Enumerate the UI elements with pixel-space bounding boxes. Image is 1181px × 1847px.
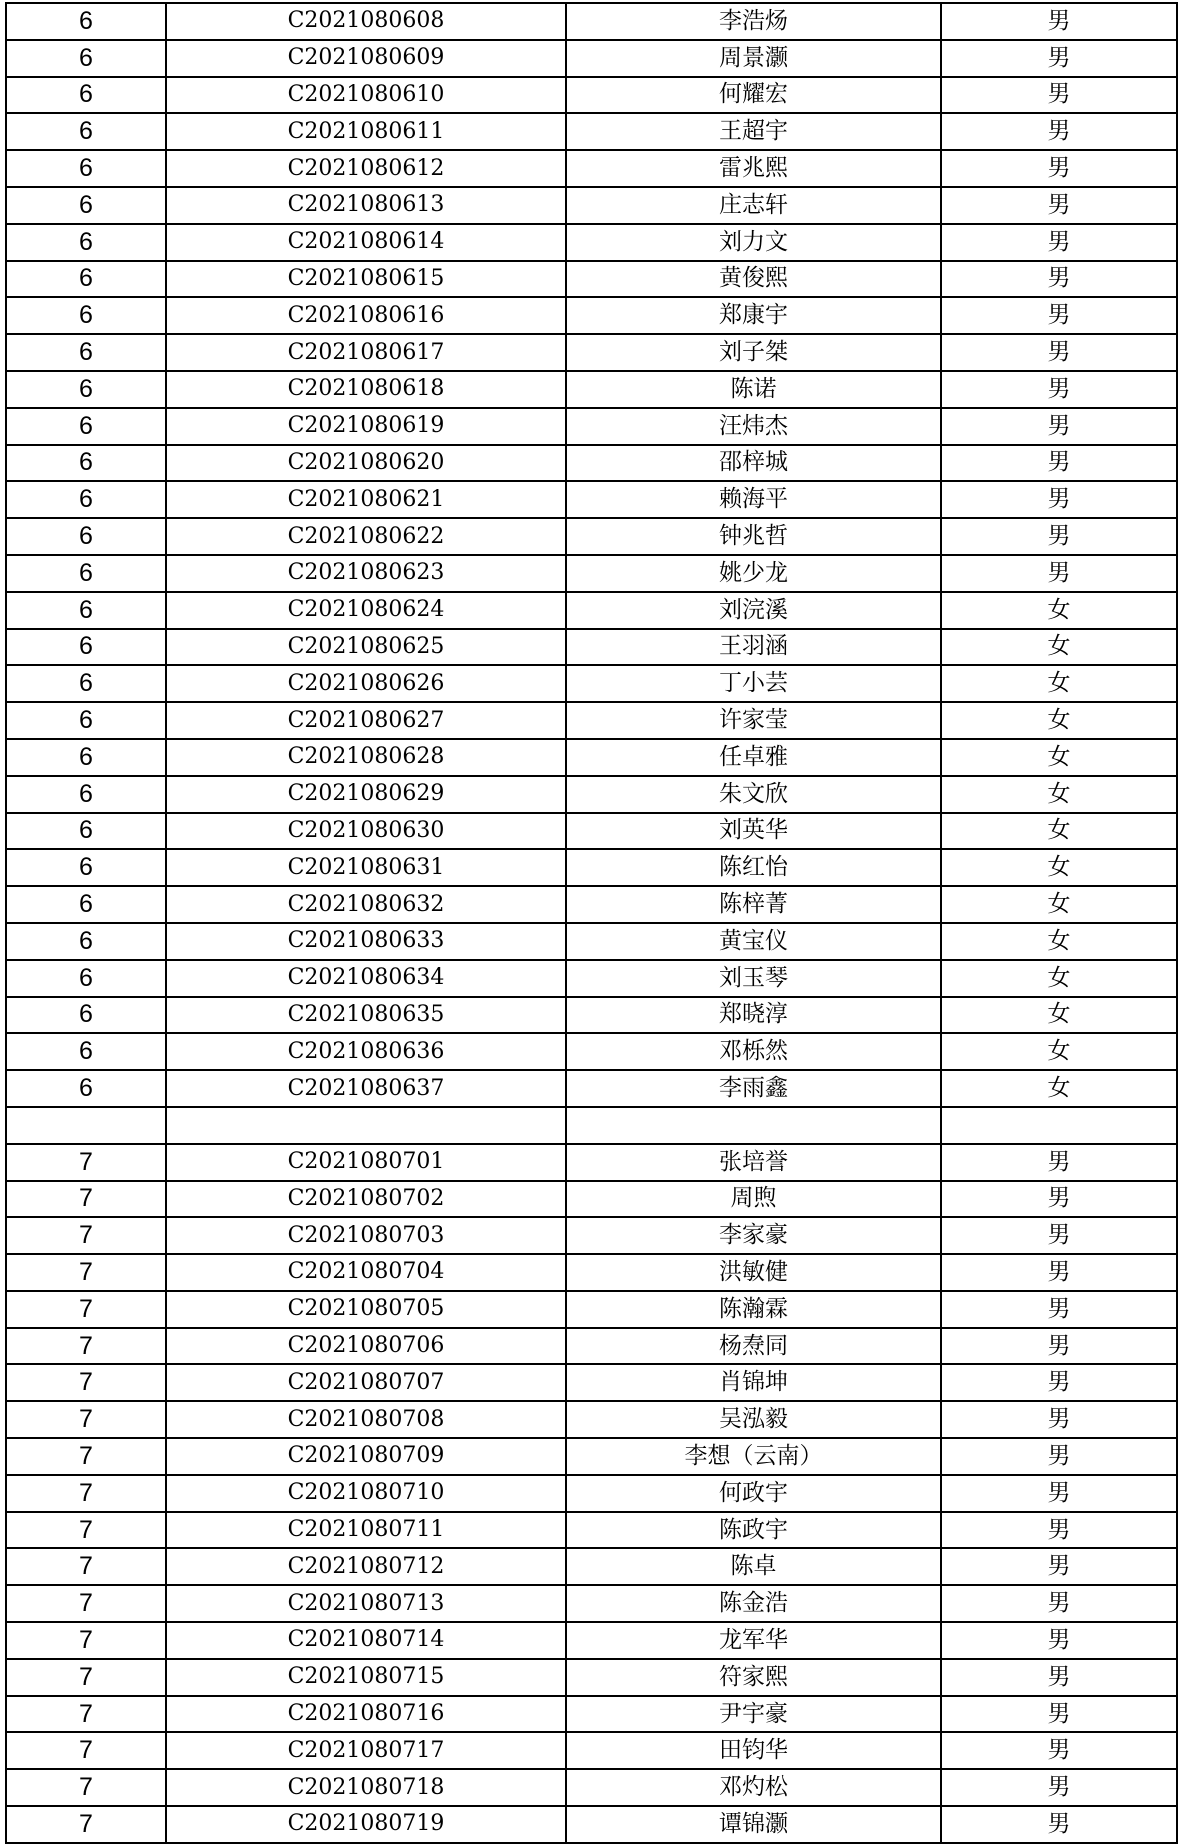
student-name-cell: 何耀宏 [566,77,941,114]
student-name-cell: 汪炜杰 [566,408,941,445]
gender-cell: 男 [941,40,1177,77]
student-id-cell: C2021080634 [166,960,566,997]
student-id-cell: C2021080621 [166,481,566,518]
table-row [6,1732,1177,1769]
student-name-cell: 谭锦灏 [566,1806,941,1843]
student-name-cell: 吴泓毅 [566,1401,941,1438]
student-id-cell: C2021080703 [166,1217,566,1254]
table-row [6,1364,1177,1401]
class-cell: 7 [6,1512,166,1549]
student-id-cell: C2021080628 [166,739,566,776]
student-name-cell: 许家莹 [566,702,941,739]
gender-cell: 男 [941,1622,1177,1659]
gender-cell: 男 [941,187,1177,224]
gender-cell: 男 [941,1585,1177,1622]
class-cell: 6 [6,297,166,334]
student-name-cell: 龙军华 [566,1622,941,1659]
student-name-cell: 田钧华 [566,1732,941,1769]
gender-cell: 男 [941,1181,1177,1218]
table-row [6,371,1177,408]
gender-cell: 女 [941,1033,1177,1070]
gender-cell: 女 [941,1070,1177,1107]
table-row [6,739,1177,776]
student-name-cell: 陈诺 [566,371,941,408]
gender-cell: 男 [941,150,1177,187]
gender-cell: 男 [941,261,1177,298]
student-id-cell: C2021080627 [166,702,566,739]
student-name-cell: 李家豪 [566,1217,941,1254]
table-row [6,923,1177,960]
gender-cell: 男 [941,1217,1177,1254]
gender-cell: 男 [941,297,1177,334]
table-row [6,1401,1177,1438]
student-id-cell: C2021080622 [166,518,566,555]
student-name-cell: 邓栎然 [566,1033,941,1070]
class-cell: 6 [6,886,166,923]
gender-cell: 男 [941,1732,1177,1769]
student-id-cell: C2021080719 [166,1806,566,1843]
gender-cell: 男 [941,1438,1177,1475]
gender-cell: 女 [941,997,1177,1034]
table-row [6,1696,1177,1733]
student-name-cell: 丁小芸 [566,665,941,702]
class-cell: 6 [6,187,166,224]
table-row [6,1217,1177,1254]
student-id-cell: C2021080710 [166,1475,566,1512]
table-row [6,849,1177,886]
table-row [6,1806,1177,1843]
table-row [6,408,1177,445]
class-cell: 7 [6,1585,166,1622]
student-name-cell: 周煦 [566,1181,941,1218]
table-row [6,1769,1177,1806]
student-name-cell: 陈梓菁 [566,886,941,923]
student-id-cell: C2021080636 [166,1033,566,1070]
class-cell: 7 [6,1622,166,1659]
gender-cell: 男 [941,224,1177,261]
table-row [6,445,1177,482]
student-name-cell [566,1107,941,1144]
class-cell: 6 [6,629,166,666]
student-id-cell: C2021080705 [166,1291,566,1328]
class-cell: 6 [6,334,166,371]
table-row [6,224,1177,261]
student-name-cell: 何政宇 [566,1475,941,1512]
table-row [6,702,1177,739]
gender-cell: 男 [941,3,1177,40]
gender-cell: 男 [941,518,1177,555]
student-name-cell: 郑康宇 [566,297,941,334]
gender-cell: 女 [941,886,1177,923]
table-row [6,150,1177,187]
student-id-cell: C2021080618 [166,371,566,408]
class-cell: 6 [6,1070,166,1107]
gender-cell: 女 [941,702,1177,739]
table-row [6,960,1177,997]
student-name-cell: 周景灏 [566,40,941,77]
student-name-cell: 朱文欣 [566,776,941,813]
gender-cell: 男 [941,1806,1177,1843]
gender-cell: 男 [941,1512,1177,1549]
class-cell: 7 [6,1291,166,1328]
student-id-cell: C2021080615 [166,261,566,298]
gender-cell: 男 [941,1769,1177,1806]
student-name-cell: 肖锦坤 [566,1364,941,1401]
student-name-cell: 陈卓 [566,1548,941,1585]
table-row [6,297,1177,334]
student-id-cell: C2021080713 [166,1585,566,1622]
table-row [6,1512,1177,1549]
class-cell [6,1107,166,1144]
student-name-cell: 王羽涵 [566,629,941,666]
student-name-cell: 杨焘同 [566,1328,941,1365]
table-row [6,1144,1177,1181]
gender-cell: 女 [941,849,1177,886]
student-id-cell: C2021080608 [166,3,566,40]
table-row [6,1181,1177,1218]
table-row [6,187,1177,224]
student-name-cell: 李雨鑫 [566,1070,941,1107]
student-name-cell: 刘子桀 [566,334,941,371]
class-cell: 6 [6,665,166,702]
table-row [6,1548,1177,1585]
class-cell: 7 [6,1696,166,1733]
gender-cell: 男 [941,1696,1177,1733]
student-name-cell: 陈红怡 [566,849,941,886]
table-row [6,40,1177,77]
class-cell: 6 [6,1033,166,1070]
student-name-cell: 郑晓淳 [566,997,941,1034]
class-cell: 7 [6,1254,166,1291]
class-cell: 7 [6,1181,166,1218]
table-row [6,1585,1177,1622]
gender-cell: 男 [941,1401,1177,1438]
student-name-cell: 王超宇 [566,113,941,150]
table-row [6,113,1177,150]
gender-cell: 女 [941,592,1177,629]
class-cell: 6 [6,3,166,40]
class-cell: 6 [6,997,166,1034]
table-row [6,1659,1177,1696]
class-cell: 7 [6,1806,166,1843]
student-id-cell: C2021080706 [166,1328,566,1365]
student-id-cell [166,1107,566,1144]
student-name-cell: 洪敏健 [566,1254,941,1291]
class-cell: 6 [6,555,166,592]
table-row [6,629,1177,666]
gender-cell: 女 [941,629,1177,666]
student-name-cell: 尹宇豪 [566,1696,941,1733]
table-row [6,261,1177,298]
student-name-cell: 刘英华 [566,813,941,850]
student-id-cell: C2021080632 [166,886,566,923]
gender-cell: 女 [941,665,1177,702]
student-name-cell: 张培誉 [566,1144,941,1181]
class-cell: 7 [6,1401,166,1438]
student-id-cell: C2021080624 [166,592,566,629]
student-id-cell: C2021080626 [166,665,566,702]
student-id-cell: C2021080625 [166,629,566,666]
table-row [6,1475,1177,1512]
table-row [6,1438,1177,1475]
student-id-cell: C2021080616 [166,297,566,334]
student-id-cell: C2021080609 [166,40,566,77]
class-cell: 6 [6,150,166,187]
student-id-cell: C2021080630 [166,813,566,850]
table-row [6,1254,1177,1291]
student-id-cell: C2021080718 [166,1769,566,1806]
class-cell: 6 [6,408,166,445]
class-cell: 6 [6,224,166,261]
student-id-cell: C2021080623 [166,555,566,592]
class-cell: 7 [6,1548,166,1585]
student-name-cell: 赖海平 [566,481,941,518]
roster-body [6,3,1177,1843]
table-row [6,1070,1177,1107]
class-cell: 7 [6,1438,166,1475]
student-name-cell: 黄俊熙 [566,261,941,298]
gender-cell: 男 [941,1364,1177,1401]
student-id-cell: C2021080701 [166,1144,566,1181]
student-name-cell: 李想（云南） [566,1438,941,1475]
class-cell: 6 [6,261,166,298]
student-name-cell: 刘玉琴 [566,960,941,997]
table-row [6,1291,1177,1328]
table-row [6,77,1177,114]
student-name-cell: 任卓雅 [566,739,941,776]
class-cell: 7 [6,1217,166,1254]
student-name-cell: 邓灼松 [566,1769,941,1806]
table-row [6,813,1177,850]
student-id-cell: C2021080633 [166,923,566,960]
table-row [6,518,1177,555]
gender-cell: 女 [941,923,1177,960]
student-id-cell: C2021080704 [166,1254,566,1291]
student-id-cell: C2021080635 [166,997,566,1034]
student-id-cell: C2021080708 [166,1401,566,1438]
gender-cell: 男 [941,1548,1177,1585]
table-row [6,1107,1177,1144]
student-name-cell: 邵梓城 [566,445,941,482]
class-cell: 6 [6,445,166,482]
class-cell: 6 [6,739,166,776]
class-cell: 6 [6,371,166,408]
student-name-cell: 钟兆哲 [566,518,941,555]
student-id-cell: C2021080709 [166,1438,566,1475]
student-name-cell: 庄志轩 [566,187,941,224]
table-row [6,886,1177,923]
class-cell: 6 [6,40,166,77]
gender-cell: 男 [941,1659,1177,1696]
table-row [6,3,1177,40]
student-name-cell: 李浩炀 [566,3,941,40]
gender-cell: 男 [941,1144,1177,1181]
student-id-cell: C2021080619 [166,408,566,445]
gender-cell: 男 [941,1291,1177,1328]
class-cell: 7 [6,1144,166,1181]
student-name-cell: 陈政宇 [566,1512,941,1549]
student-name-cell: 刘浣溪 [566,592,941,629]
student-id-cell: C2021080620 [166,445,566,482]
gender-cell: 男 [941,1475,1177,1512]
class-cell: 6 [6,702,166,739]
class-cell: 7 [6,1732,166,1769]
table-row [6,1033,1177,1070]
student-roster-table [5,2,1178,1844]
class-cell: 7 [6,1769,166,1806]
gender-cell [941,1107,1177,1144]
gender-cell: 男 [941,77,1177,114]
table-row [6,665,1177,702]
gender-cell: 男 [941,334,1177,371]
student-id-cell: C2021080612 [166,150,566,187]
student-id-cell: C2021080702 [166,1181,566,1218]
student-id-cell: C2021080617 [166,334,566,371]
table-row [6,592,1177,629]
student-id-cell: C2021080712 [166,1548,566,1585]
gender-cell: 男 [941,555,1177,592]
student-name-cell: 姚少龙 [566,555,941,592]
student-name-cell: 刘力文 [566,224,941,261]
gender-cell: 男 [941,1254,1177,1291]
class-cell: 7 [6,1364,166,1401]
gender-cell: 男 [941,1328,1177,1365]
class-cell: 6 [6,960,166,997]
student-name-cell: 雷兆熙 [566,150,941,187]
student-id-cell: C2021080614 [166,224,566,261]
class-cell: 6 [6,923,166,960]
student-id-cell: C2021080717 [166,1732,566,1769]
gender-cell: 男 [941,481,1177,518]
class-cell: 6 [6,113,166,150]
table-row [6,481,1177,518]
student-id-cell: C2021080610 [166,77,566,114]
gender-cell: 女 [941,960,1177,997]
student-id-cell: C2021080716 [166,1696,566,1733]
class-cell: 6 [6,849,166,886]
table-row [6,555,1177,592]
table-row [6,997,1177,1034]
student-id-cell: C2021080631 [166,849,566,886]
gender-cell: 女 [941,776,1177,813]
class-cell: 7 [6,1659,166,1696]
student-id-cell: C2021080613 [166,187,566,224]
student-name-cell: 符家熙 [566,1659,941,1696]
class-cell: 7 [6,1328,166,1365]
class-cell: 6 [6,776,166,813]
gender-cell: 女 [941,739,1177,776]
student-name-cell: 陈瀚霖 [566,1291,941,1328]
table-row [6,776,1177,813]
gender-cell: 男 [941,408,1177,445]
class-cell: 6 [6,481,166,518]
class-cell: 6 [6,518,166,555]
class-cell: 7 [6,1475,166,1512]
class-cell: 6 [6,77,166,114]
table-row [6,334,1177,371]
student-id-cell: C2021080714 [166,1622,566,1659]
student-name-cell: 陈金浩 [566,1585,941,1622]
gender-cell: 女 [941,813,1177,850]
student-id-cell: C2021080637 [166,1070,566,1107]
gender-cell: 男 [941,445,1177,482]
class-cell: 6 [6,592,166,629]
class-cell: 6 [6,813,166,850]
student-name-cell: 黄宝仪 [566,923,941,960]
table-row [6,1622,1177,1659]
student-id-cell: C2021080611 [166,113,566,150]
gender-cell: 男 [941,371,1177,408]
student-id-cell: C2021080715 [166,1659,566,1696]
student-id-cell: C2021080707 [166,1364,566,1401]
gender-cell: 男 [941,113,1177,150]
student-id-cell: C2021080711 [166,1512,566,1549]
student-id-cell: C2021080629 [166,776,566,813]
table-row [6,1328,1177,1365]
